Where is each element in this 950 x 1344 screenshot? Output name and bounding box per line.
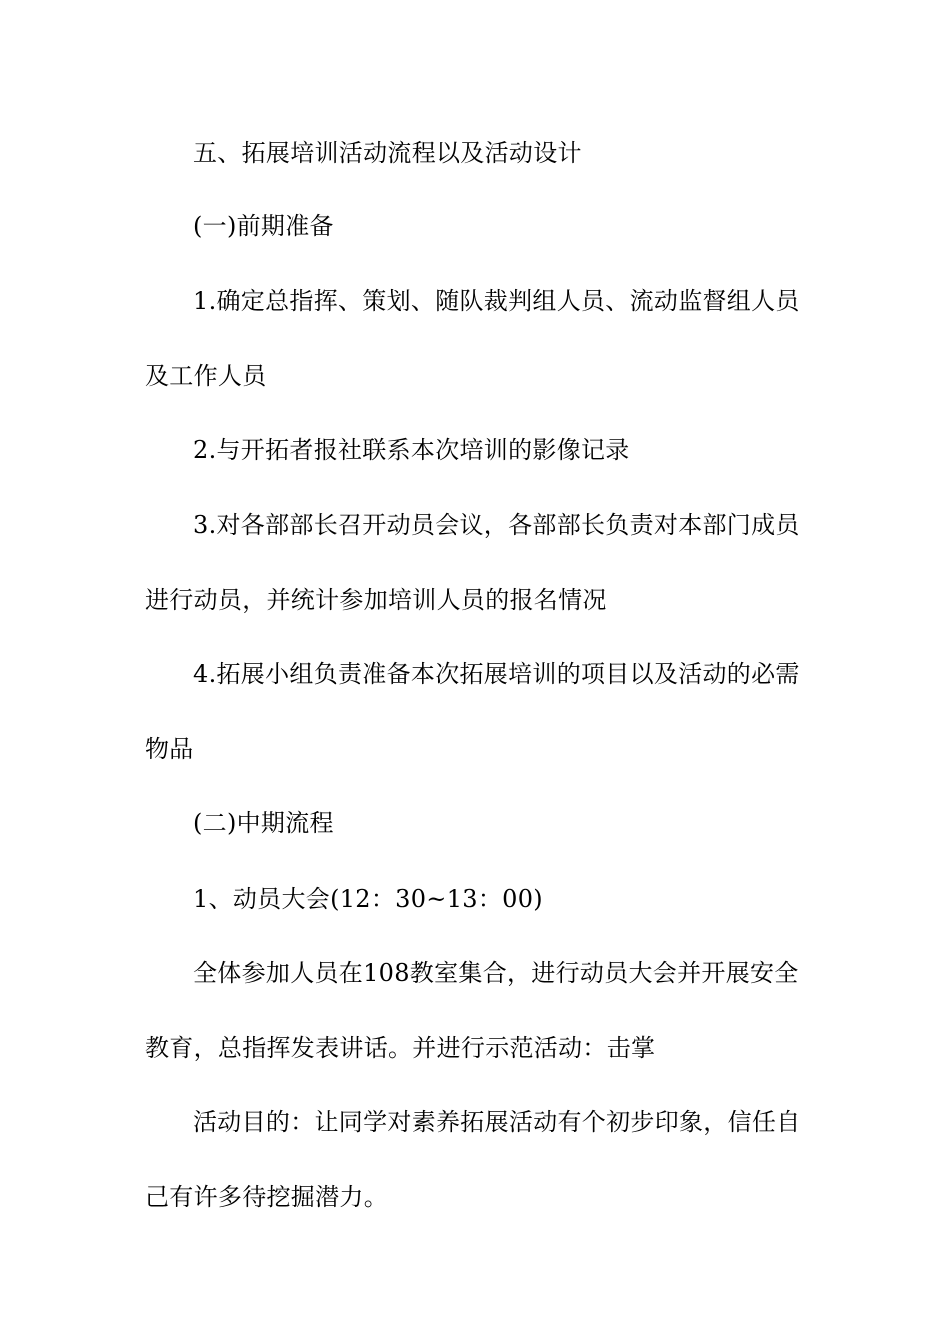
subsection-heading-prep: (一)前期准备 <box>193 212 334 240</box>
paragraph-line: 活动目的：让同学对素养拓展活动有个初步印象，信任自 <box>193 1108 801 1136</box>
paragraph-line: 教育，总指挥发表讲话。并进行示范活动：击掌 <box>145 1034 656 1062</box>
paragraph-line: 物品 <box>145 735 194 763</box>
section-heading: 五、拓展培训活动流程以及活动设计 <box>193 139 582 167</box>
paragraph-line: 进行动员，并统计参加培训人员的报名情况 <box>145 586 607 614</box>
paragraph-line: 己有许多待挖掘潜力。 <box>145 1183 388 1211</box>
paragraph-line: 4.拓展小组负责准备本次拓展培训的项目以及活动的必需 <box>193 660 800 688</box>
paragraph-line: 2.与开拓者报社联系本次培训的影像记录 <box>193 436 630 464</box>
paragraph-line: 1.确定总指挥、策划、随队裁判组人员、流动监督组人员 <box>193 287 800 315</box>
paragraph-line: 全体参加人员在108教室集合，进行动员大会并开展安全 <box>193 959 799 987</box>
paragraph-line: 3.对各部部长召开动员会议，各部部长负责对本部门成员 <box>193 511 800 539</box>
paragraph-line: 及工作人员 <box>145 362 267 390</box>
subsection-heading-mid: (二)中期流程 <box>193 809 334 837</box>
paragraph-line: 1、动员大会(12：30~13：00) <box>193 885 543 913</box>
